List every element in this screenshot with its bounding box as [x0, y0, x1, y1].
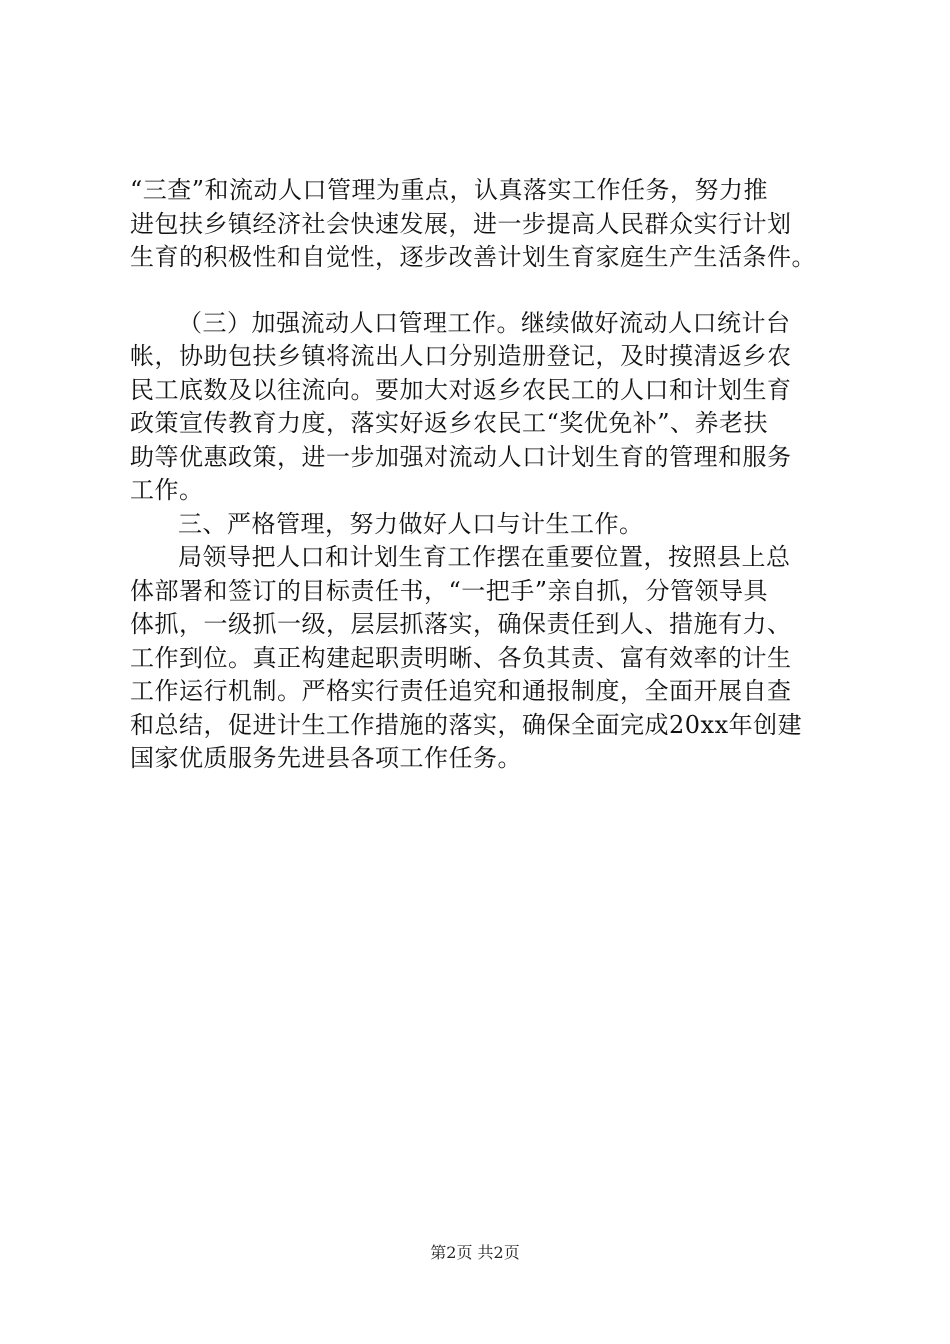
text-line: “三查”和流动人口管理为重点，认真落实工作任务，努力推 [130, 176, 769, 204]
text-line: 政策宣传教育力度，落实好返乡农民工“奖优免补”、养老扶 [130, 409, 769, 437]
text-line: 生育的积极性和自觉性，逐步改善计划生育家庭生产生活条件。 [130, 243, 816, 271]
paragraph-floating-population [130, 307, 835, 508]
text-line: 体抓，一级抓一级，层层抓落实，确保责任到人、措施有力、 [130, 610, 792, 638]
text-line: （三）加强流动人口管理工作。继续做好流动人口统计台 [178, 308, 791, 337]
text-line: 助等优惠政策，进一步加强对流动人口计划生育的管理和服务 [130, 442, 792, 471]
paragraph-gap [130, 275, 835, 307]
text-line: 工作到位。真正构建起职责明晰、各负其责、富有效率的计生 [130, 643, 792, 672]
text-line: 帐，协助包扶乡镇将流出人口分别造册登记，及时摸清返乡农 [130, 342, 792, 370]
text-line: 民工底数及以往流向。要加大对返乡农民工的人口和计划生育 [130, 375, 792, 404]
section-heading-three [130, 508, 835, 542]
text-line: 体部署和签订的目标责任书，“一把手”亲自抓，分管领导具 [130, 576, 769, 605]
text-line: 和总结，促进计生工作措施的落实，确保全面完成20xx年创建 [130, 710, 803, 739]
paragraph-leadership [130, 541, 835, 776]
page-number-footer: 第2页 共2页 [430, 1243, 520, 1262]
text-line: 国家优质服务先进县各项工作任务。 [130, 744, 522, 772]
text-line: 进包扶乡镇经济社会快速发展，进一步提高人民群众实行计划 [130, 209, 792, 238]
document-body [130, 174, 835, 776]
text-line: 工作运行机制。严格实行责任追究和通报制度，全面开展自查 [130, 677, 792, 705]
paragraph-focus-tasks [130, 174, 835, 275]
text-line: 局领导把人口和计划生育工作摆在重要位置，按照县上总 [178, 543, 791, 571]
section-heading: 三、严格管理，努力做好人口与计生工作。 [178, 509, 644, 538]
text-line: 工作。 [130, 476, 204, 504]
